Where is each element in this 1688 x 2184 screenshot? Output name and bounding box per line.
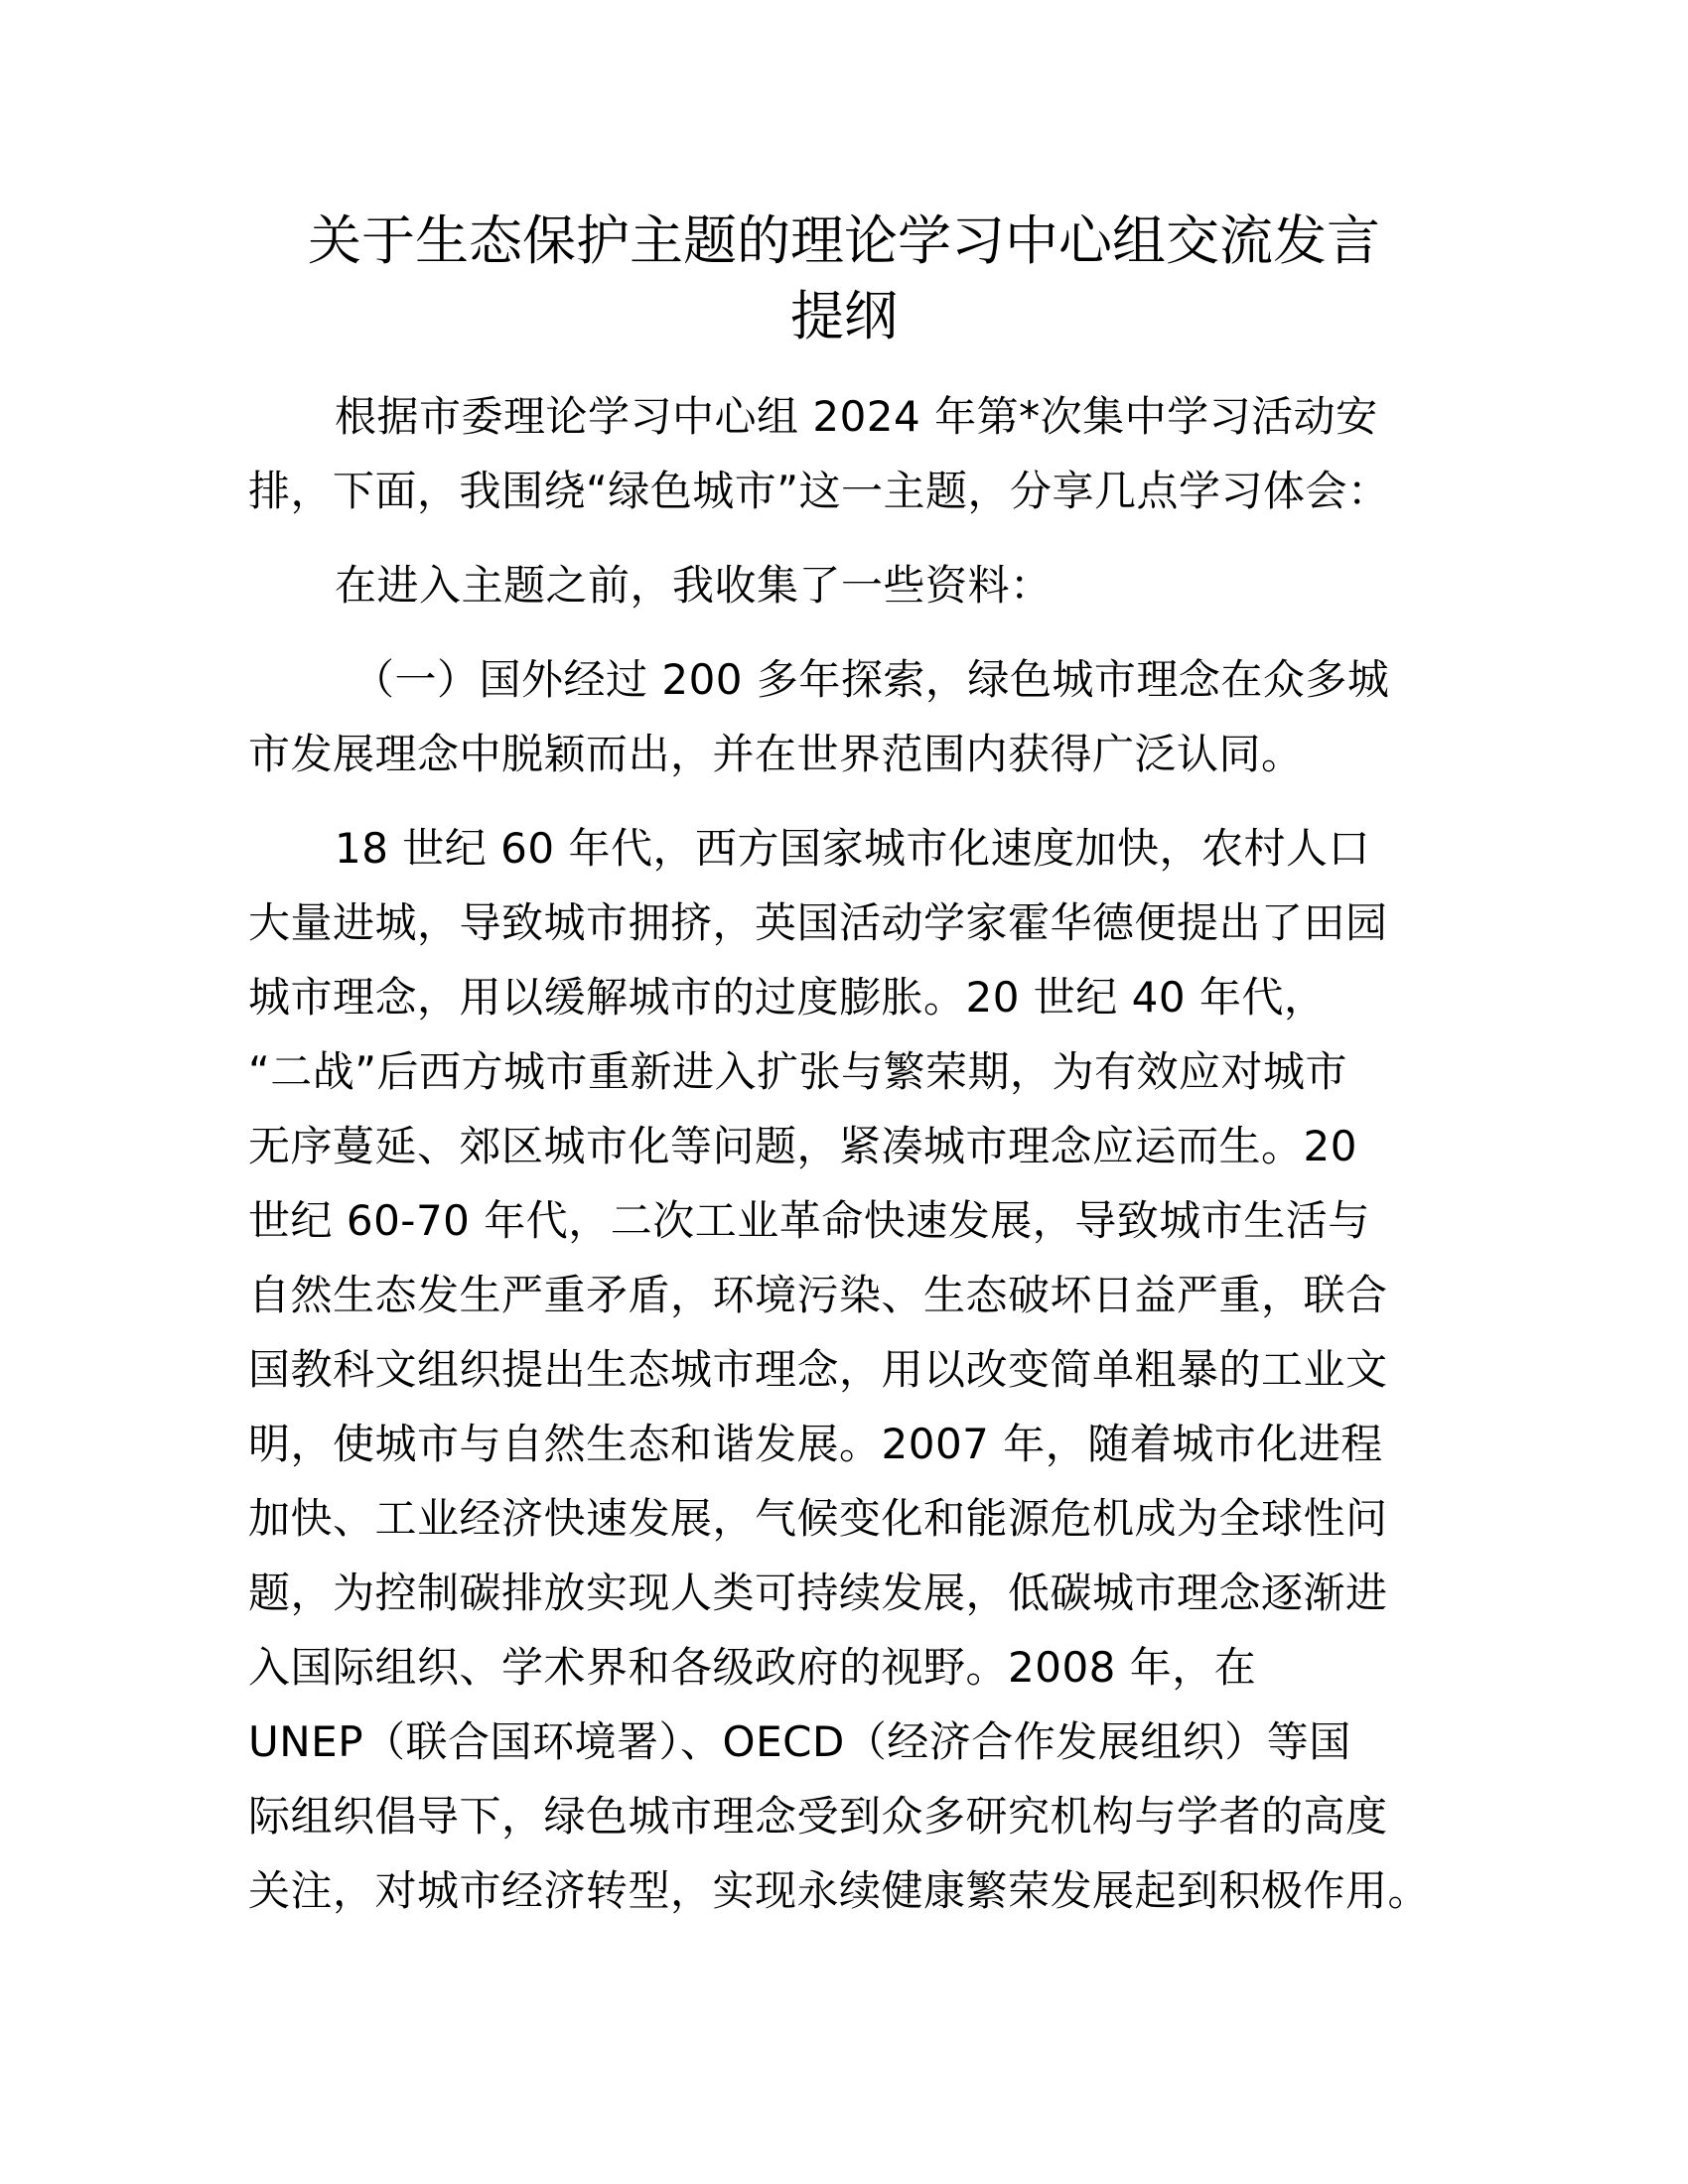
body-text-line: 关注，对城市经济转型，实现永续健康繁荣发展起到积极作用。 [248, 1866, 1431, 1915]
body-text-line: （一）国外经过 200 多年探索，绿色城市理念在众多城 [352, 655, 1390, 704]
body-text-line: 18 世纪 60 年代，西方国家城市化速度加快，农村人口 [335, 824, 1370, 873]
body-text-line: 明，使城市与自然生态和谐发展。2007 年，随着城市化进程 [248, 1420, 1383, 1468]
body-text-line: 在进入主题之前，我收集了一些资料： [335, 561, 1053, 610]
body-text-line: 际组织倡导下，绿色城市理念受到众多研究机构与学者的高度 [248, 1792, 1388, 1841]
body-text-line: 大量进城，导致城市拥挤，英国活动学家霍华德便提出了田园 [248, 898, 1388, 947]
document-title-line-2: 提纲 [790, 285, 898, 347]
body-text-line: “二战”后西方城市重新进入扩张与繁荣期，为有效应对城市 [248, 1047, 1348, 1096]
body-text-line: 国教科文组织提出生态城市理念，用以改变简单粗暴的工业文 [248, 1345, 1388, 1394]
body-text-line: 入国际组织、学术界和各级政府的视野。2008 年，在 [248, 1643, 1257, 1692]
body-text-line: 根据市委理论学习中心组 2024 年第*次集中学习活动安 [335, 392, 1378, 441]
body-text-line: 无序蔓延、郊区城市化等问题，紧凑城市理念应运而生。20 [248, 1122, 1357, 1170]
body-text-line: 题，为控制碳排放实现人类可持续发展，低碳城市理念逐渐进 [248, 1569, 1388, 1617]
document-title-line-1: 关于生态保护主题的理论学习中心组交流发言 [308, 209, 1380, 272]
body-text-line: UNEP（联合国环境署）、OECD（经济合作发展组织）等国 [248, 1717, 1351, 1766]
body-text-line: 自然生态发生严重矛盾，环境污染、生态破坏日益严重，联合 [248, 1271, 1388, 1319]
body-text-line: 加快、工业经济快速发展，气候变化和能源危机成为全球性问 [248, 1494, 1388, 1543]
body-text-line: 城市理念，用以缓解城市的过度膨胀。20 世纪 40 年代， [248, 973, 1327, 1022]
body-text-line: 市发展理念中脱颖而出，并在世界范围内获得广泛认同。 [248, 730, 1304, 778]
body-text-line: 世纪 60-70 年代，二次工业革命快速发展，导致城市生活与 [248, 1196, 1370, 1245]
body-text-line: 排，下面，我围绕“绿色城市”这一主题，分享几点学习体会： [248, 467, 1390, 515]
